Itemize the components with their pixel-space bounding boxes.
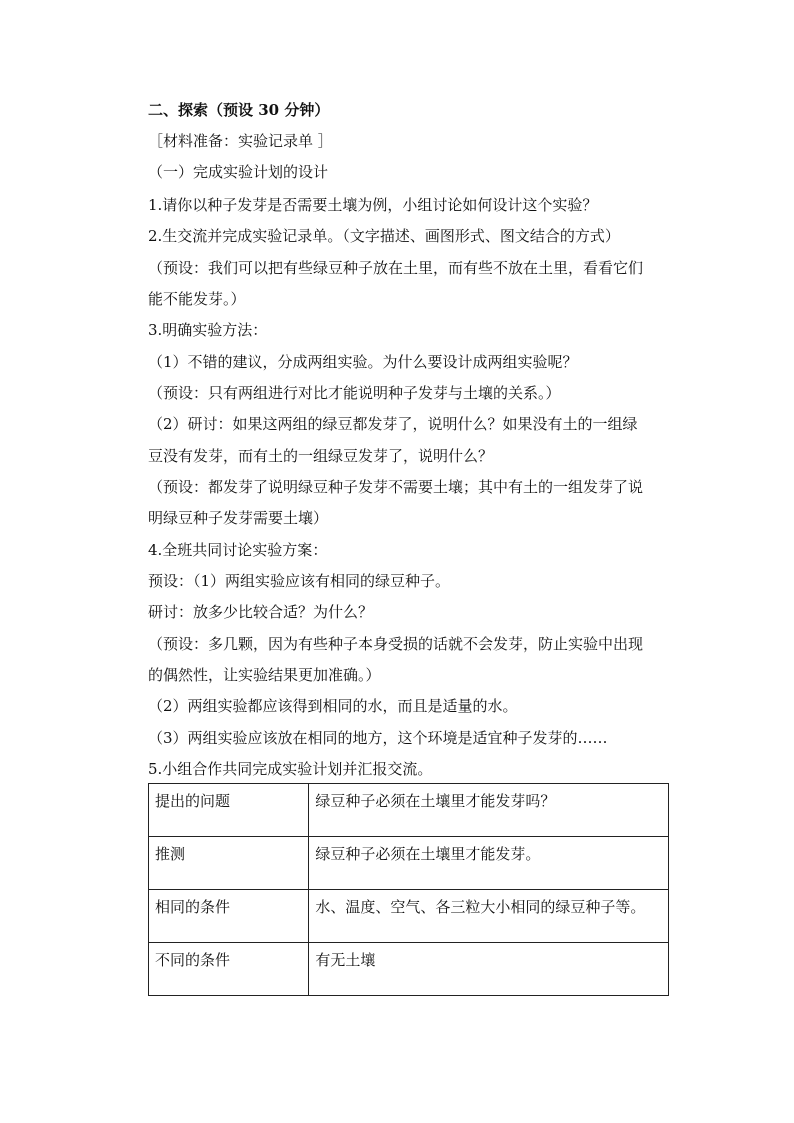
- preset-paragraph-line1: （预设：我们可以把有些绿豆种子放在土里，而有些不放在土里，看看它们: [148, 259, 644, 277]
- paragraph-item2: 2.生交流并完成实验记录单。（文字描述、画图形式、图文结合的方式）: [148, 227, 620, 245]
- table-row: [149, 943, 669, 996]
- paragraph-item4-preset1: 预设：（1）两组实验应该有相同的绿豆种子。: [148, 572, 451, 590]
- table-cell-value: 水、温度、空气、各三粒大小相同的绿豆种子等。: [309, 890, 669, 943]
- section-heading: 二、探索（预设 30 分钟）: [148, 101, 330, 119]
- table-row: [149, 837, 669, 890]
- table-row: [149, 784, 669, 837]
- paragraph-item3-2-line1: （2）研讨：如果这两组的绿豆都发芽了，说明什么？如果没有土的一组绿: [148, 415, 638, 433]
- paragraph-item3-1-preset: （预设：只有两组进行对比才能说明种子发芽与土壤的关系。）: [148, 384, 561, 402]
- table-cell-value: 有无土壤: [309, 943, 669, 996]
- paragraph-item4-preset2-line1: （预设：多几颗，因为有些种子本身受损的话就不会发芽，防止实验中出现: [148, 635, 644, 653]
- table-cell-label: 推测: [149, 837, 309, 890]
- experiment-plan-table: [148, 783, 669, 996]
- paragraph-item3-2-preset-line1: （预设：都发芽了说明绿豆种子发芽不需要土壤；其中有土的一组发芽了说: [148, 478, 644, 496]
- table-cell-value: 绿豆种子必须在土壤里才能发芽。: [309, 837, 669, 890]
- paragraph-item3-1: （1）不错的建议，分成两组实验。为什么要设计成两组实验呢？: [148, 353, 578, 371]
- table-cell-label: 不同的条件: [149, 943, 309, 996]
- paragraph-item4-discuss: 研讨：放多少比较合适？为什么？: [148, 603, 374, 621]
- paragraph-item4: 4.全班共同讨论实验方案：: [148, 541, 328, 559]
- subsection-title: （一）完成实验计划的设计: [148, 163, 329, 181]
- paragraph-item5: 5.小组合作共同完成实验计划并汇报交流。: [148, 760, 433, 778]
- paragraph-item4-preset2-line2: 的偶然性，让实验结果更加准确。）: [148, 666, 381, 684]
- table-row: [149, 890, 669, 943]
- table-cell-label: 提出的问题: [149, 784, 309, 837]
- paragraph-item1: 1.请你以种子发芽是否需要土壤为例，小组讨论如何设计这个实验？: [148, 196, 598, 214]
- paragraph-item3-2-line2: 豆没有发芽，而有土的一组绿豆发芽了，说明什么？: [148, 447, 494, 465]
- table-cell-label: 相同的条件: [149, 890, 309, 943]
- paragraph-item4-2: （2）两组实验都应该得到相同的水，而且是适量的水。: [148, 697, 518, 715]
- table-cell-value: 绿豆种子必须在土壤里才能发芽吗？: [309, 784, 669, 837]
- preset-paragraph-line2: 能不能发芽。）: [148, 290, 246, 308]
- paragraph-item3: 3.明确实验方法：: [148, 321, 268, 339]
- paragraph-item4-3: （3）两组实验应该放在相同的地方，这个环境是适宜种子发芽的……: [148, 729, 608, 747]
- materials-line: ［材料准备：实验记录单 ］: [148, 132, 333, 150]
- paragraph-item3-2-preset-line2: 明绿豆种子发芽需要土壤）: [148, 509, 329, 527]
